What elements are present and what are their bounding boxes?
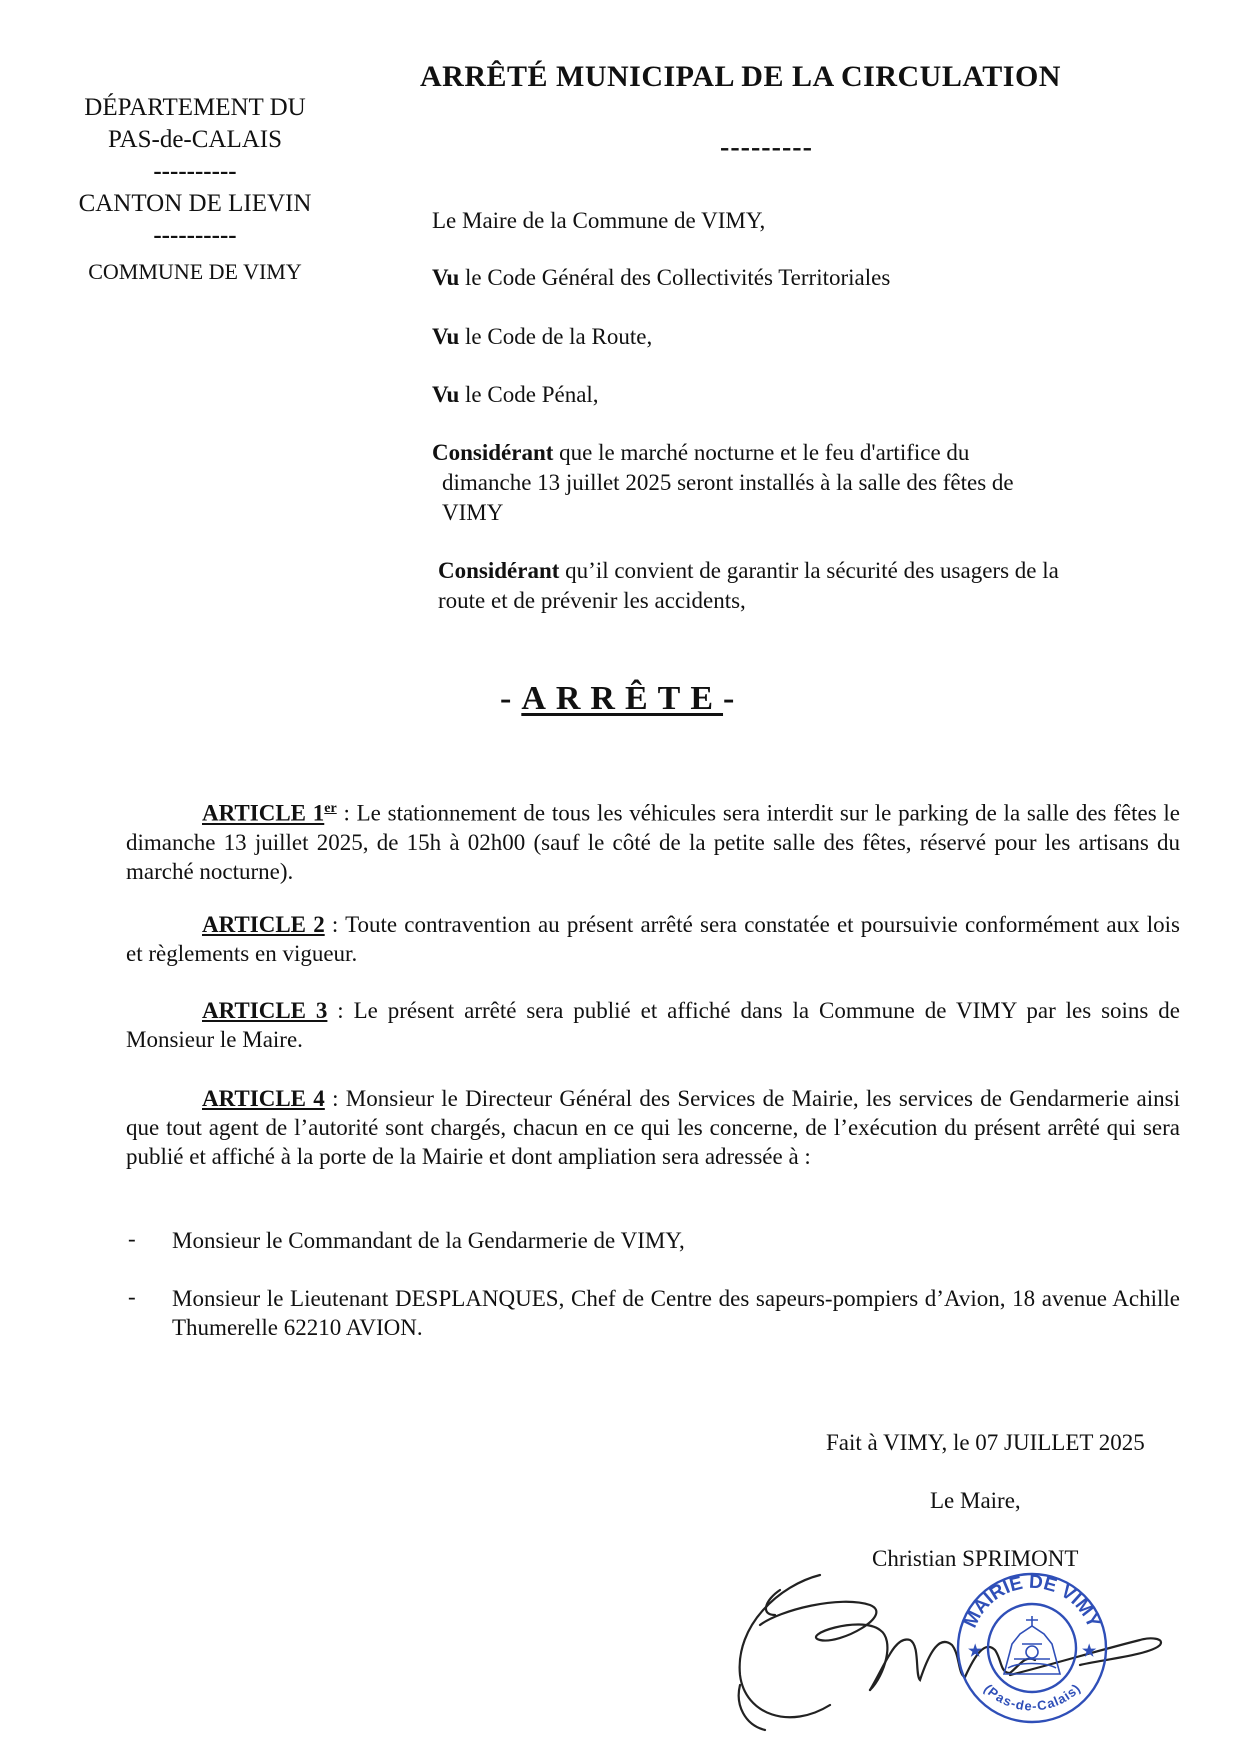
separator-dashes: ---------- (153, 158, 237, 185)
place-date: Fait à VIMY, le 07 JUILLET 2025 (826, 1430, 1145, 1455)
separator-dashes: ---------- (153, 222, 237, 249)
star-icon: ★ (968, 1643, 983, 1660)
list-bullet: - (128, 1226, 136, 1251)
article-text: : Le présent arrêté sera publié et affiché dans la Commune de VIMY par les soins de Monsieur le Maire. (126, 998, 1180, 1052)
considerant-text: que le marché nocturne et le feu d'artifice du (553, 440, 970, 465)
considerant-line: VIMY (442, 500, 504, 525)
vu-text: le Code Général des Collectivités Territoriales (459, 265, 891, 290)
vu-line-3 (432, 380, 599, 410)
article-label: ARTICLE 3 (202, 998, 328, 1023)
mairie-stamp (952, 1564, 1112, 1724)
page-title: ARRÊTÉ MUNICIPAL DE LA CIRCULATION (420, 60, 1061, 93)
considerant-line: route et de prévenir les accidents, (438, 588, 746, 613)
considerant-label: Considérant (432, 440, 554, 465)
arrete-dash: - (500, 680, 522, 717)
department-line2: PAS-de-CALAIS (107, 126, 283, 153)
arrete-dash: - (723, 680, 745, 717)
vu-label: Vu (432, 324, 460, 349)
article-label: ARTICLE 2 (202, 912, 325, 937)
recipient-item: Monsieur le Commandant de la Gendarmerie de VIMY, (172, 1228, 685, 1253)
svg-text:(Pas-de-Calais) (981, 1681, 1083, 1713)
article-3 (126, 996, 1180, 1054)
considerant-line: dimanche 13 juillet 2025 seront installés à la salle des fêtes de (442, 470, 1014, 495)
vu-label: Vu (432, 265, 460, 290)
considerant-label: Considérant (438, 558, 560, 583)
star-icon: ★ (1082, 1643, 1097, 1660)
article-label: ARTICLE 4 (202, 1086, 325, 1111)
vu-label: Vu (432, 382, 460, 407)
department-line1: DÉPARTEMENT DU (84, 94, 306, 121)
vu-text: le Code Pénal, (459, 382, 599, 407)
recipient-item: Monsieur le Lieutenant DESPLANQUES, Chef de Centre des sapeurs-pompiers d’Avion, 18 avenue Achille Thumerelle 62210 AVION. (172, 1286, 1180, 1340)
maire-line: Le Maire de la Commune de VIMY, (432, 208, 766, 233)
considerant-paragraph-2 (438, 556, 1059, 616)
article-label-sup: er (324, 801, 337, 816)
arrete-word: ARRÊTE (521, 680, 724, 717)
signatory-name: Christian SPRIMONT (872, 1546, 1079, 1571)
article-1 (126, 794, 1180, 886)
article-text: : Le stationnement de tous les véhicules sera interdit sur le parking de la salle des fêtes le dimanche 13 juillet 2025, de 15h à 02h00 (sauf le côté de la petite salle des fêtes, réservé pour les artisans du marché nocturne). (126, 800, 1181, 884)
considerant-line (438, 556, 1059, 586)
administrative-header (40, 92, 350, 288)
article-2 (126, 910, 1180, 968)
article-4 (126, 1084, 1180, 1171)
commune-name: COMMUNE DE VIMY (88, 259, 302, 284)
title-separator: --------- (720, 132, 813, 163)
stamp-bottom-text: (Pas-de-Calais) (981, 1681, 1083, 1714)
considerant-text: qu’il convient de garantir la sécurité des usagers de la (559, 558, 1059, 583)
list-bullet: - (128, 1284, 136, 1309)
vu-line-1 (432, 263, 890, 293)
canton-name: CANTON DE LIEVIN (78, 190, 312, 217)
considerant-paragraph-1 (432, 438, 1014, 528)
article-label: ARTICLE 1 (202, 800, 325, 826)
signatory-role: Le Maire, (930, 1488, 1021, 1513)
article-text: : Toute contravention au présent arrêté sera constatée et poursuivie conformément aux lois et règlements en vigueur. (126, 912, 1181, 966)
arrete-heading (500, 680, 744, 718)
stamp-top-text: MAIRIE DE VIMY (960, 1571, 1104, 1632)
vu-line-2 (432, 322, 652, 352)
article-text: : Monsieur le Directeur Général des Services de Mairie, les services de Gendarmerie ainsi que tout agent de l’autorité sont chargés, chacun en ce qui les concerne, de l’exécution du présent arrêté qui sera publié et affiché à la porte de la Mairie et dont ampliation sera adressée à : (126, 1086, 1180, 1169)
considerant-line (432, 438, 1014, 468)
vu-text: le Code de la Route, (459, 324, 653, 349)
